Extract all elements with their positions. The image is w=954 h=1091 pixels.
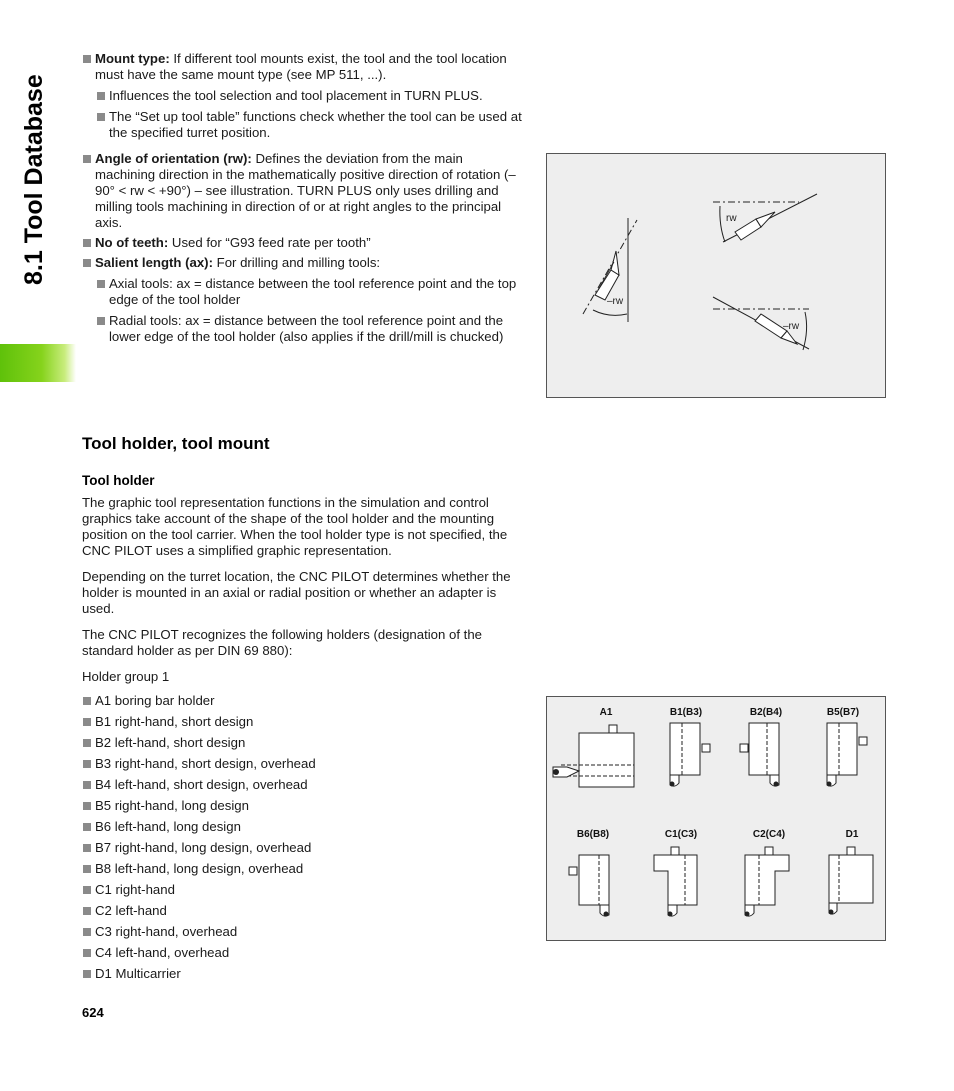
list-item: C2 left-hand [82, 903, 524, 924]
top-rw-label: rw [726, 213, 737, 224]
holder-c1-drawing [654, 847, 697, 917]
tool-holder-text [82, 495, 524, 685]
list-item: A1 boring bar holder [82, 693, 524, 714]
list-item: B7 right-hand, long design, overhead [82, 840, 524, 861]
salient-text: For drilling and milling tools: [212, 255, 381, 270]
bottom-angle-arc [803, 312, 807, 350]
top-drill-body [735, 219, 761, 240]
orientation-angle-diagram [547, 154, 885, 397]
holder-types-diagram [547, 697, 885, 940]
holder-b5-drawing [827, 723, 868, 787]
bottom-rw-label: –rw [783, 321, 800, 332]
left-angle-arc [593, 310, 627, 315]
mount-type-sub2: The “Set up tool table” functions check whether the tool can be used at the specified turret position. [96, 109, 524, 141]
angle-text: Defines the deviation from the main machining direction in the mathematically positive direction of rotation (–90° < rw < +90°) – see illustration. TURN PLUS only uses drilling and milling tools machining in direction of or at right angles to the principal axis. [95, 151, 516, 230]
holder-label-b5: B5(B7) [826, 707, 860, 718]
paragraph-3: The CNC PILOT recognizes the following holders (designation of the standard holder as per DIN 69 880): [82, 627, 482, 658]
list-item: C4 left-hand, overhead [82, 945, 524, 966]
list-item: B1 right-hand, short design [82, 714, 524, 735]
holder-group-label: Holder group 1 [82, 669, 170, 684]
list-item: B2 left-hand, short design [82, 735, 524, 756]
holder-label-b2: B2(B4) [749, 707, 783, 718]
top-angle-arc [720, 206, 725, 242]
holder-label-d1: D1 [845, 829, 859, 840]
holder-label-b1: B1(B3) [669, 707, 703, 718]
subsection-heading: Tool holder [82, 473, 155, 488]
mount-type-label: Mount type: [95, 51, 170, 66]
orientation-angle-figure [546, 153, 886, 398]
salient-sub1: Axial tools: ax = distance between the tool reference point and the top edge of the tool holder [96, 276, 524, 308]
holder-label-b6: B6(B8) [576, 829, 610, 840]
teeth-label: No of teeth: [95, 235, 169, 250]
holder-b6-drawing [569, 855, 609, 917]
holder-label-a1: A1 [599, 707, 613, 718]
list-item: B6 left-hand, long design [82, 819, 524, 840]
teeth-item [82, 235, 524, 251]
mount-type-sub1: Influences the tool selection and tool placement in TURN PLUS. [96, 88, 524, 104]
chapter-side-title: 8.1 Tool Database [20, 74, 48, 285]
holder-types-figure [546, 696, 886, 941]
holder-label-c1: C1(C3) [664, 829, 698, 840]
salient-item [82, 255, 524, 271]
salient-sub2: Radial tools: ax = distance between the tool reference point and the lower edge of the tool holder (also applies if the drill/mill is chucked) [96, 313, 524, 345]
holder-list [82, 693, 524, 987]
chapter-tab-marker [0, 344, 76, 382]
list-item: C1 right-hand [82, 882, 524, 903]
teeth-text: Used for “G93 feed rate per tooth” [168, 235, 371, 250]
list-item: D1 Multicarrier [82, 966, 524, 987]
parameter-descriptions [82, 51, 524, 345]
mount-type-text: If different tool mounts exist, the tool and the tool location must have the same mount type (see MP 511, ...). [95, 51, 507, 82]
paragraph-1: The graphic tool representation functions in the simulation and control graphics take account of the shape of the tool holder and the mounting position on the tool carrier. When the tool holder type is not specified, the CNC PILOT uses a simplified graphic representation. [82, 495, 508, 558]
list-item: B4 left-hand, short design, overhead [82, 777, 524, 798]
holder-b2-drawing [740, 723, 779, 787]
list-item: B5 right-hand, long design [82, 798, 524, 819]
list-item: B8 left-hand, long design, overhead [82, 861, 524, 882]
angle-label: Angle of orientation (rw): [95, 151, 252, 166]
list-item: C3 right-hand, overhead [82, 924, 524, 945]
section-heading: Tool holder, tool mount [82, 434, 270, 453]
holder-a1-drawing [553, 725, 634, 787]
paragraph-2: Depending on the turret location, the CNC PILOT determines whether the holder is mounted in an axial or radial position or whether an adapter is used. [82, 569, 511, 616]
holder-c2-drawing [745, 847, 790, 917]
angle-item [82, 151, 524, 231]
holder-d1-drawing [829, 847, 874, 915]
page-number: 624 [82, 1005, 104, 1020]
salient-label: Salient length (ax): [95, 255, 213, 270]
holder-label-c2: C2(C4) [752, 829, 786, 840]
holder-b1-drawing [670, 723, 711, 787]
left-rw-label: –rw [607, 296, 624, 307]
list-item: B3 right-hand, short design, overhead [82, 756, 524, 777]
mount-type-item [82, 51, 524, 83]
